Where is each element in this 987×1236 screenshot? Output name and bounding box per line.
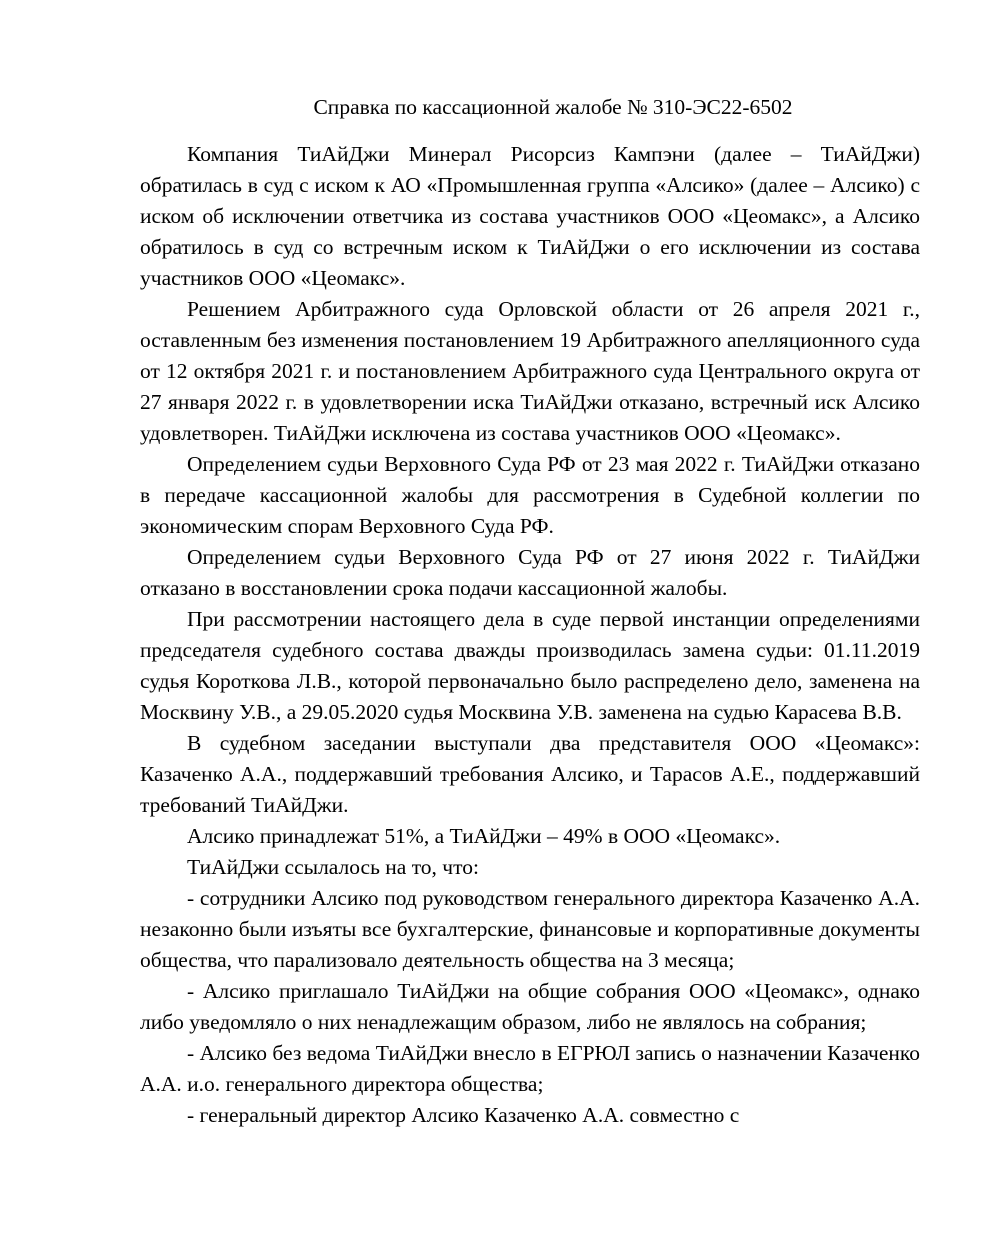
list-item-egrul-record: - Алсико без ведома ТиАйДжи внесло в ЕГРЮЛ запись о назначении Казаченко А.А. и.о. генерального директора общества; [140, 1041, 920, 1096]
document-body [140, 139, 920, 1131]
list-item-documents-seized: - сотрудники Алсико под руководством генерального директора Казаченко А.А. незаконно были изъяты все бухгалтерские, финансовые и корпоративные документы общества, что парализовало деятельность общества на 3 месяца; [140, 886, 920, 972]
paragraph-refusal-restoration: Определением судьи Верховного Суда РФ от 27 июня 2022 г. ТиАйДжи отказано в восстановлении срока подачи кассационной жалобы. [140, 545, 920, 600]
list-item-meetings: - Алсико приглашало ТиАйДжи на общие собрания ООО «Цеомакс», однако либо уведомляло о них ненадлежащим образом, либо не являлось на собрания; [140, 979, 920, 1034]
paragraph-shares: Алсико принадлежат 51%, а ТиАйДжи – 49% в ООО «Цеомакс». [187, 824, 781, 848]
paragraph-court-decision: Решением Арбитражного суда Орловской области от 26 апреля 2021 г., оставленным без изменения постановлением 19 Арбитражного апелляционного суда от 12 октября 2021 г. и постановлением Арбитражного суда Центрального округа от 27 января 2022 г. в удовлетворении иска ТиАйДжи отказано, встречный иск Алсико удовлетворен. ТиАйДжи исключена из состава участников ООО «Цеомакс». [140, 297, 920, 445]
paragraph-arguments-intro: ТиАйДжи ссылалось на то, что: [187, 855, 479, 879]
paragraph-refusal-transfer: Определением судьи Верховного Суда РФ от 23 мая 2022 г. ТиАйДжи отказано в передаче кассационной жалобы для рассмотрения в Судебной коллегии по экономическим спорам Верховного Суда РФ. [140, 452, 920, 538]
paragraph-judge-replacement: При рассмотрении настоящего дела в суде первой инстанции определениями председателя судебного состава дважды производилась замена судьи: 01.11.2019 судья Короткова Л.В., которой первоначально было распределено дело, заменена на Москвину У.В., а 29.05.2020 судья Москвина У.В. заменена на судью Карасева В.В. [140, 607, 920, 724]
document-title: Справка по кассационной жалобе № 310-ЭС22-6502 [313, 95, 793, 119]
list-item-director-truncated: - генеральный директор Алсико Казаченко А.А. совместно с [187, 1103, 740, 1127]
paragraph-representatives: В судебном заседании выступали два представителя ООО «Цеомакс»: Казаченко А.А., поддержавший требования Алсико, и Тарасов А.Е., поддержавший требований ТиАйДжи. [140, 731, 920, 817]
paragraph-claims: Компания ТиАйДжи Минерал Рисорсиз Кампэни (далее – ТиАйДжи) обратилась в суд с иском к АО «Промышленная группа «Алсико» (далее – Алсико) с иском об исключении ответчика из состава участников ООО «Цеомакс», а Алсико обратилось в суд со встречным иском к ТиАйДжи о его исключении из состава участников ООО «Цеомакс». [140, 142, 920, 290]
